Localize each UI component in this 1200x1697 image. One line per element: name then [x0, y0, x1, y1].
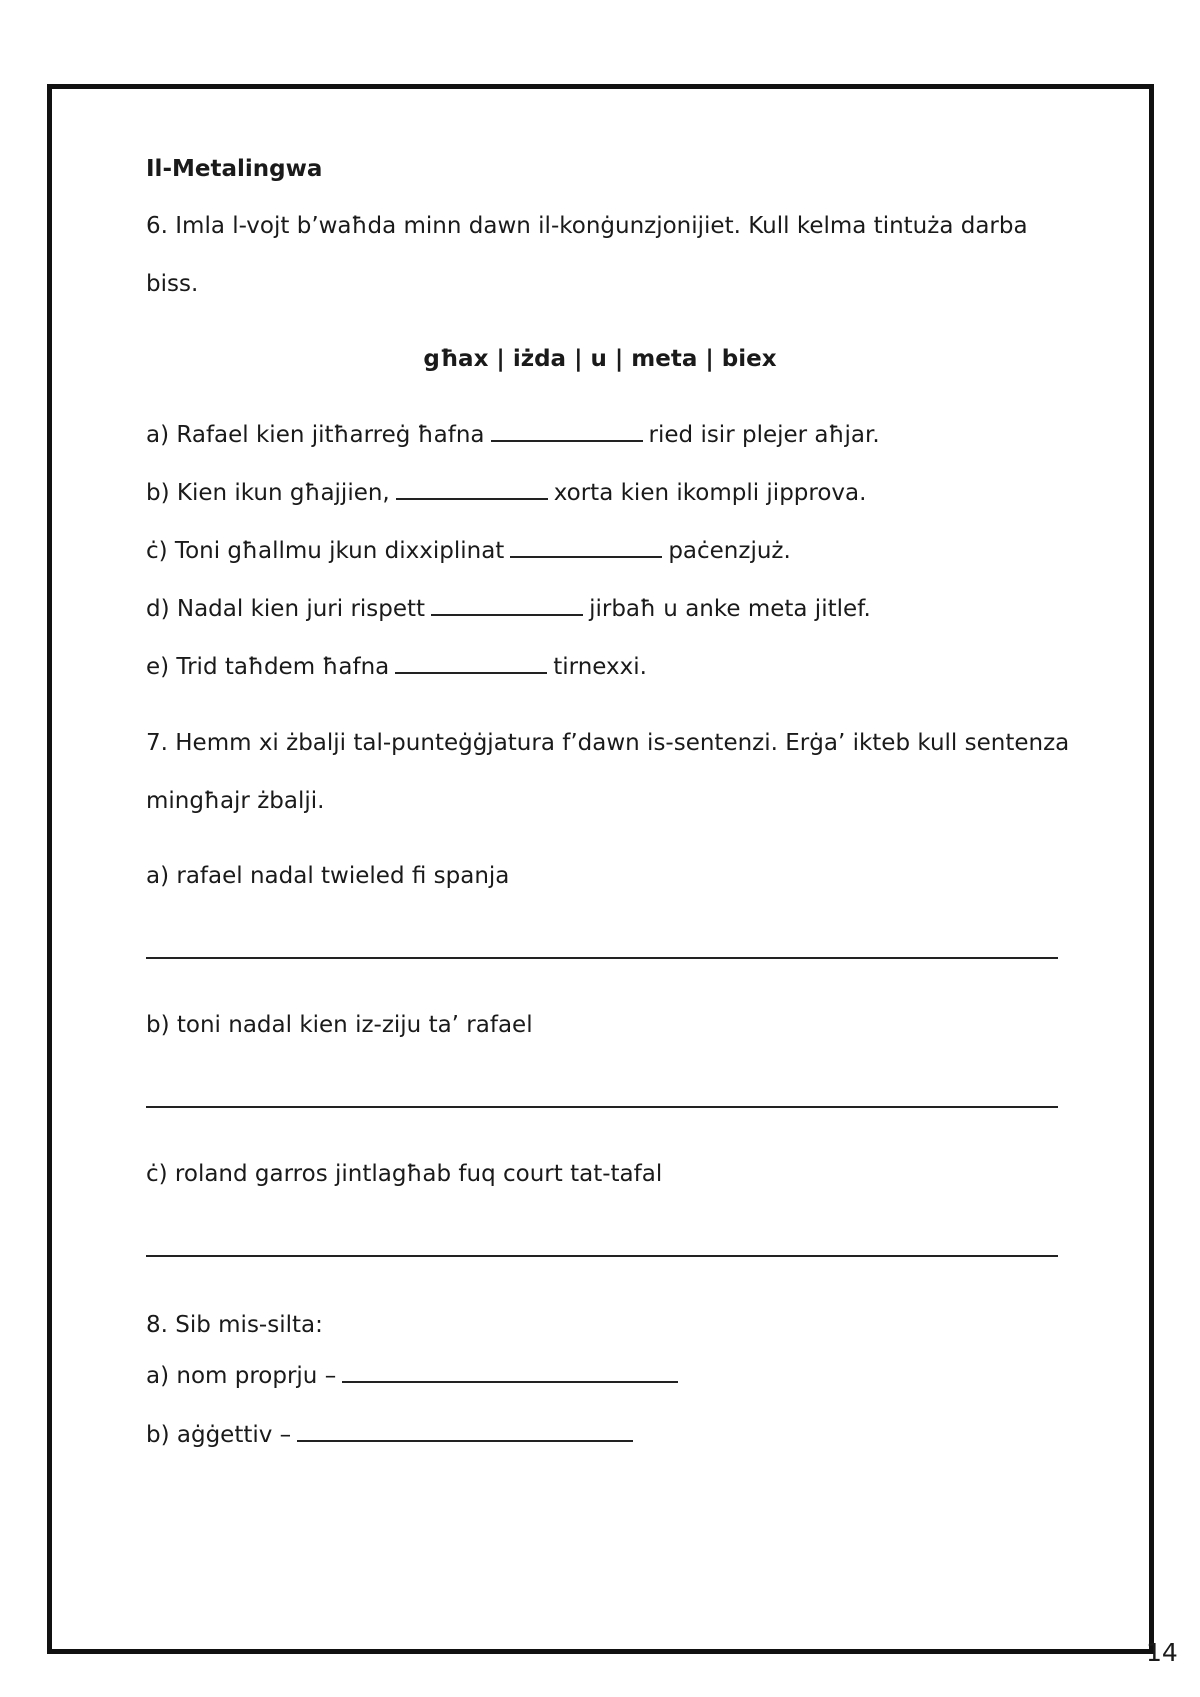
section-heading: Il-Metalingwa	[146, 156, 323, 182]
q6-item-c-blank[interactable]	[510, 534, 662, 558]
q6-prompt-line2: biss.	[146, 271, 199, 297]
q6-item-a	[146, 418, 880, 450]
q6-item-c-after: paċenzjuż.	[668, 538, 791, 564]
q7-item-a: a) rafael nadal twieled fi spanja	[146, 863, 510, 889]
page-number: 14	[1146, 1638, 1178, 1667]
q7-item-b: b) toni nadal kien iz-ziju ta’ rafael	[146, 1012, 533, 1038]
q6-item-a-before: a) Rafael kien jitħarreġ ħafna	[146, 422, 485, 448]
q7-answer-line-b[interactable]	[146, 1106, 1058, 1108]
q8-item-b-label: b) aġġettiv –	[146, 1422, 292, 1448]
q7-prompt-line1: 7. Hemm xi żbalji tal-punteġġjatura f’dawn is-sentenzi. Erġa’ ikteb kull sentenza	[146, 730, 1070, 756]
q6-item-e	[146, 650, 647, 682]
q8-item-b	[146, 1418, 639, 1450]
q8-item-a-label: a) nom proprju –	[146, 1363, 337, 1389]
q6-item-b	[146, 476, 866, 508]
q7-prompt-line2: mingħajr żbalji.	[146, 788, 325, 814]
q6-item-a-blank[interactable]	[491, 418, 643, 442]
word-bank: għax | iżda | u | meta | biex	[423, 346, 777, 372]
q7-answer-line-a[interactable]	[146, 957, 1058, 959]
q7-answer-line-c[interactable]	[146, 1255, 1058, 1257]
q8-item-a-blank[interactable]	[342, 1359, 678, 1383]
q6-item-d-after: jirbaħ u anke meta jitlef.	[589, 596, 871, 622]
q6-item-d-blank[interactable]	[431, 592, 583, 616]
q6-item-e-blank[interactable]	[395, 650, 547, 674]
q6-item-a-after: ried isir plejer aħjar.	[648, 422, 880, 448]
q6-item-d	[146, 592, 871, 624]
q6-item-b-after: xorta kien ikompli jipprova.	[553, 480, 867, 506]
q6-item-c-before: ċ) Toni għallmu jkun dixxiplinat	[146, 538, 505, 564]
q6-prompt-line1: 6. Imla l-vojt b’waħda minn dawn il-konġunzjonijiet. Kull kelma tintuża darba	[146, 213, 1028, 239]
q6-item-c	[146, 534, 791, 566]
q6-item-e-before: e) Trid taħdem ħafna	[146, 654, 390, 680]
q6-item-b-before: b) Kien ikun għajjien,	[146, 480, 390, 506]
q8-item-b-blank[interactable]	[297, 1418, 633, 1442]
q8-item-a	[146, 1359, 684, 1391]
q8-prompt: 8. Sib mis-silta:	[146, 1312, 323, 1338]
q6-item-b-blank[interactable]	[396, 476, 548, 500]
q7-item-c: ċ) roland garros jintlagħab fuq court tat-tafal	[146, 1161, 663, 1187]
q6-item-e-after: tirnexxi.	[553, 654, 647, 680]
q6-item-d-before: d) Nadal kien juri rispett	[146, 596, 426, 622]
